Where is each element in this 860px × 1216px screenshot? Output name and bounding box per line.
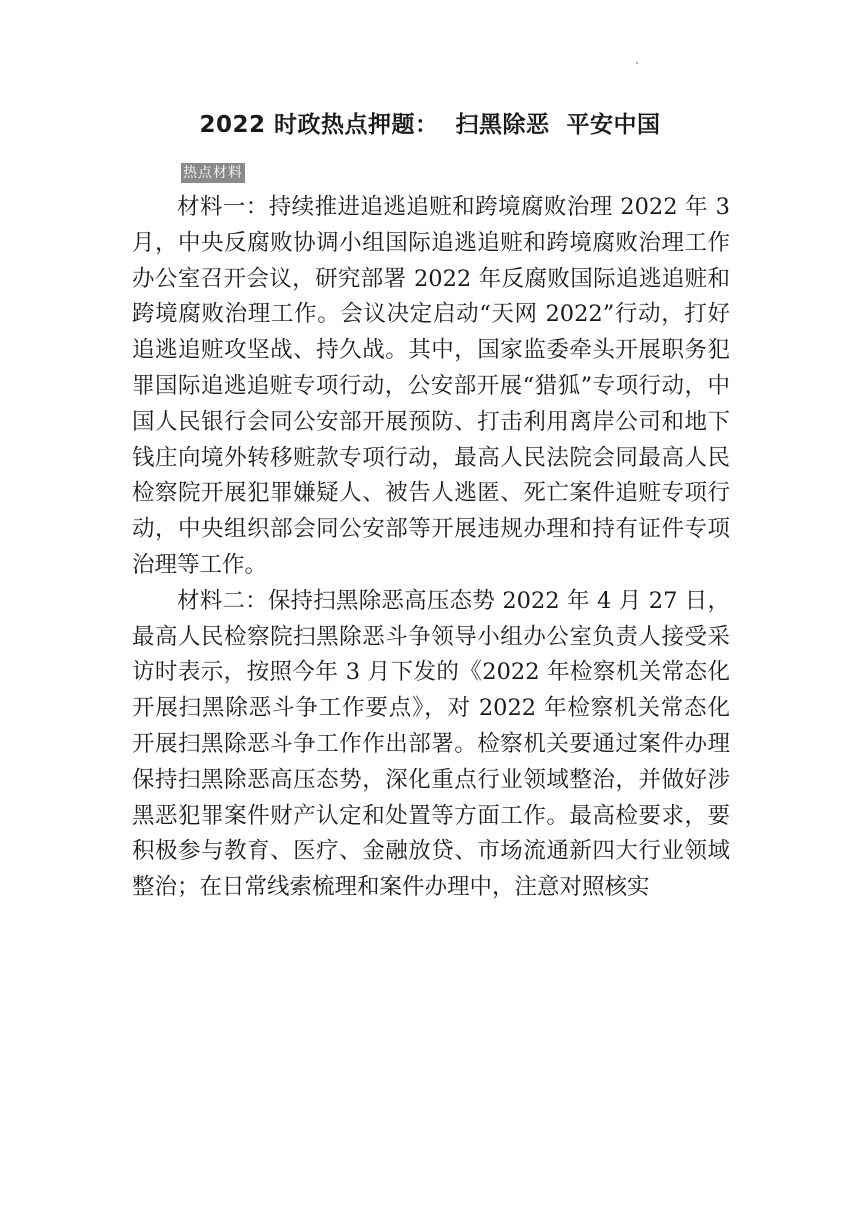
page-title: 2022 时政热点押题： 扫黑除恶 平安中国 [199,112,661,138]
paragraph-material-two [132,584,730,906]
paragraph-material-one [132,190,730,584]
section-badge: 热点材料 [183,165,243,181]
document-body [132,190,730,906]
page-mark [636,62,638,64]
paragraph-text: 2022 年 4 月 27 日，最高人民检察院扫黑除恶斗争领导小组办公室负责人接受采访时表示，按照今年 3 月下发的《2022 年检察机关常态化开展扫黑除恶斗争工作要点》，对 2022 年检察机关常态化开展扫黑除恶斗争工作作出部署。检察机关要通过案件办理保持扫黑除恶高压态势，深化重点行业领域整治，并做好涉黑恶犯罪案件财产认定和处置等方面工作。最高检要求，要积极参与教育、医疗、金融放贷、市场流通新四大行业领域整治；在日常线索梳理和案件办理中，注意对照核实 [132,587,730,901]
paragraph-heading: 材料二：保持扫黑除恶高压态势 [177,587,495,614]
paragraph-text: 2022 年 3 月，中央反腐败协调小组国际追逃追赃和跨境腐败治理工作办公室召开会议，研究部署 2022 年反腐败国际追逃追赃和跨境腐败治理工作。会议决定启动“天网 2022”行动，打好追逃追赃攻坚战、持久战。其中，国家监委牵头开展职务犯罪国际追逃追赃专项行动，公安部开展“猎狐”专项行动，中国人民银行会同公安部开展预防、打击利用离岸公司和地下钱庄向境外转移赃款专项行动，最高人民法院会同最高人民检察院开展犯罪嫌疑人、被告人逃匿、死亡案件追赃专项行动，中央组织部会同公安部等开展违规办理和持有证件专项治理等工作。 [132,194,730,578]
paragraph-heading: 材料一：持续推进追逃追赃和跨境腐败治理 [177,194,613,220]
